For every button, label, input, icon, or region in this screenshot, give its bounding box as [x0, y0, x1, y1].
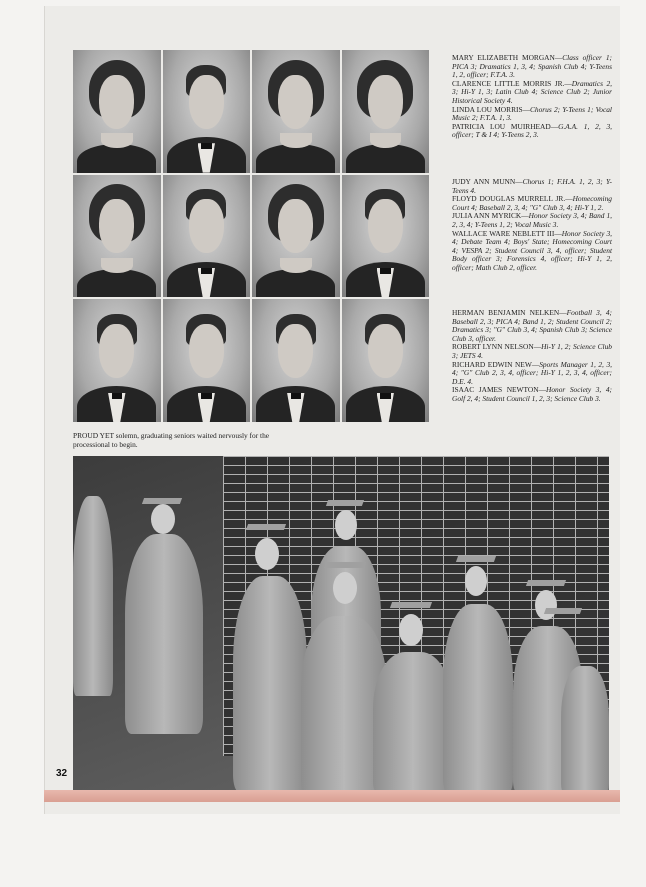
senior-portrait-grid: [73, 50, 429, 422]
portrait-tie: [380, 393, 391, 399]
senior-portrait: [252, 175, 340, 298]
portrait-tie: [201, 268, 212, 274]
senior-portrait: [342, 175, 430, 298]
bio-entry: ISAAC JAMES NEWTON—Honor Society 3, 4; Golf 2, 4; Student Council 1, 2, 3; Science Club 3.: [452, 385, 612, 403]
senior-portrait: [73, 299, 161, 422]
page-edge-band: [44, 790, 620, 802]
mortarboard: [390, 602, 432, 608]
caption-text: solemn, graduating seniors waited nervously for the processional to begin.: [73, 431, 270, 450]
portrait-face: [278, 324, 313, 378]
portrait-body: [346, 144, 425, 172]
portrait-face: [189, 75, 224, 129]
bio-entry: JUDY ANN MUNN—Chorus 1; F.H.A. 1, 2, 3; Y-Teens 4.: [452, 177, 612, 195]
senior-portrait: [342, 299, 430, 422]
mortarboard: [246, 524, 286, 530]
portrait-body: [256, 269, 335, 297]
portrait-face: [99, 199, 134, 253]
bio-entry: JULIA ANN MYRICK—Honor Society 3, 4; Band 1, 2, 3, 4; Y-Teens 1, 2; Vocal Music 3.: [452, 211, 612, 229]
senior-portrait: [252, 50, 340, 173]
graduate-figure: [561, 666, 609, 794]
bio-entry: FLOYD DOUGLAS MURRELL JR.—Homecoming Court 4; Baseball 2, 3, 4; "G" Club 3, 4; Hi-Y 1, 2.: [452, 194, 612, 212]
mortarboard: [326, 500, 364, 506]
mortarboard: [544, 608, 582, 614]
portrait-body: [77, 144, 156, 172]
portrait-tie: [380, 268, 391, 274]
caption-lead: PROUD YET: [73, 431, 114, 440]
portrait-neckline: [280, 258, 312, 273]
bio-entry: PATRICIA LOU MUIRHEAD—G.A.A. 1, 2, 3, officer; T & I 4; Y-Teens 2, 3.: [452, 121, 612, 140]
graduate-head: [399, 614, 423, 646]
bio-entry: RICHARD EDWIN NEW—Sports Manager 1, 2, 3, 4; "G" Club 2, 3, 4, officer; Hi-Y 1, 2, 3, 4, officer; D.E. 4.: [452, 359, 612, 386]
portrait-face: [368, 324, 403, 378]
portrait-tie: [291, 393, 302, 399]
portrait-face: [189, 199, 224, 253]
portrait-face: [278, 199, 313, 253]
senior-portrait: [163, 299, 251, 422]
bio-entry: CLARENCE LITTLE MORRIS JR.—Dramatics 2, 3; Hi-Y 1, 3; Latin Club 4; Science Club 2; Junior Historical Society 4.: [452, 78, 612, 105]
mortarboard: [142, 498, 182, 504]
bio-entry: ROBERT LYNN NELSON—Hi-Y 1, 2; Science Club 3; JETS 4.: [452, 342, 612, 360]
graduate-figure: [373, 652, 453, 794]
bio-group-1: [452, 54, 612, 140]
page-number: 32: [56, 768, 68, 779]
senior-portrait: [252, 299, 340, 422]
portrait-neckline: [101, 133, 133, 148]
mortarboard: [456, 556, 496, 562]
portrait-tie: [201, 393, 212, 399]
senior-portrait: [73, 50, 161, 173]
graduate-head: [333, 572, 357, 604]
bio-entry: WALLACE WARE NEBLETT III—Honor Society 3, 4; Debate Team 4; Boys' State; Homecoming Court 4; VESPA 2; Student Council 3, 4, officer; Student Body officer 3; Forensics 4, officer; Hi-Y 1, 2, officer; Math Club 2, officer.: [452, 228, 612, 272]
portrait-body: [256, 144, 335, 172]
portrait-body: [77, 269, 156, 297]
senior-portrait: [73, 175, 161, 298]
graduate-figure: [233, 576, 307, 792]
mortarboard: [526, 580, 566, 586]
portrait-face: [368, 75, 403, 129]
portrait-face: [189, 324, 224, 378]
senior-portrait: [163, 50, 251, 173]
graduate-figure: [125, 534, 203, 734]
portrait-neckline: [101, 258, 133, 273]
portrait-face: [99, 75, 134, 129]
graduate-figure: [73, 496, 113, 696]
portrait-face: [99, 324, 134, 378]
bio-entry: MARY ELIZABETH MORGAN—Class officer 1; PICA 3; Dramatics 1, 3, 4; Spanish Club 4; Y-Teens 1, 2, officer; F.T.A. 3.: [452, 53, 612, 80]
senior-portrait: [342, 50, 430, 173]
portrait-tie: [112, 393, 123, 399]
portrait-neckline: [370, 133, 402, 148]
portrait-face: [368, 199, 403, 253]
graduate-head: [535, 590, 557, 620]
portrait-face: [278, 75, 313, 129]
portrait-tie: [201, 143, 212, 149]
graduate-head: [255, 538, 279, 570]
graduate-head: [335, 510, 357, 540]
graduate-figure: [443, 604, 513, 794]
graduate-head: [151, 504, 175, 534]
processional-photo: [73, 456, 609, 794]
mortarboard: [324, 562, 366, 568]
bio-entry: HERMAN BENJAMIN NELKEN—Football 3, 4; Baseball 2, 3; PICA 4; Band 1, 2; Student Council 2; Dramatics 3; "G" Club 3, 4; Spanish Club 3; Science Club 3, officer.: [452, 308, 612, 343]
bio-entry: LINDA LOU MORRIS—Chorus 2; Y-Teens 1; Vocal Music 2; F.T.A. 1, 3.: [452, 104, 612, 123]
bio-group-2: [452, 178, 612, 273]
photo-caption: [73, 431, 283, 450]
graduate-head: [465, 566, 487, 596]
bio-group-3: [452, 309, 612, 404]
senior-portrait: [163, 175, 251, 298]
portrait-neckline: [280, 133, 312, 148]
